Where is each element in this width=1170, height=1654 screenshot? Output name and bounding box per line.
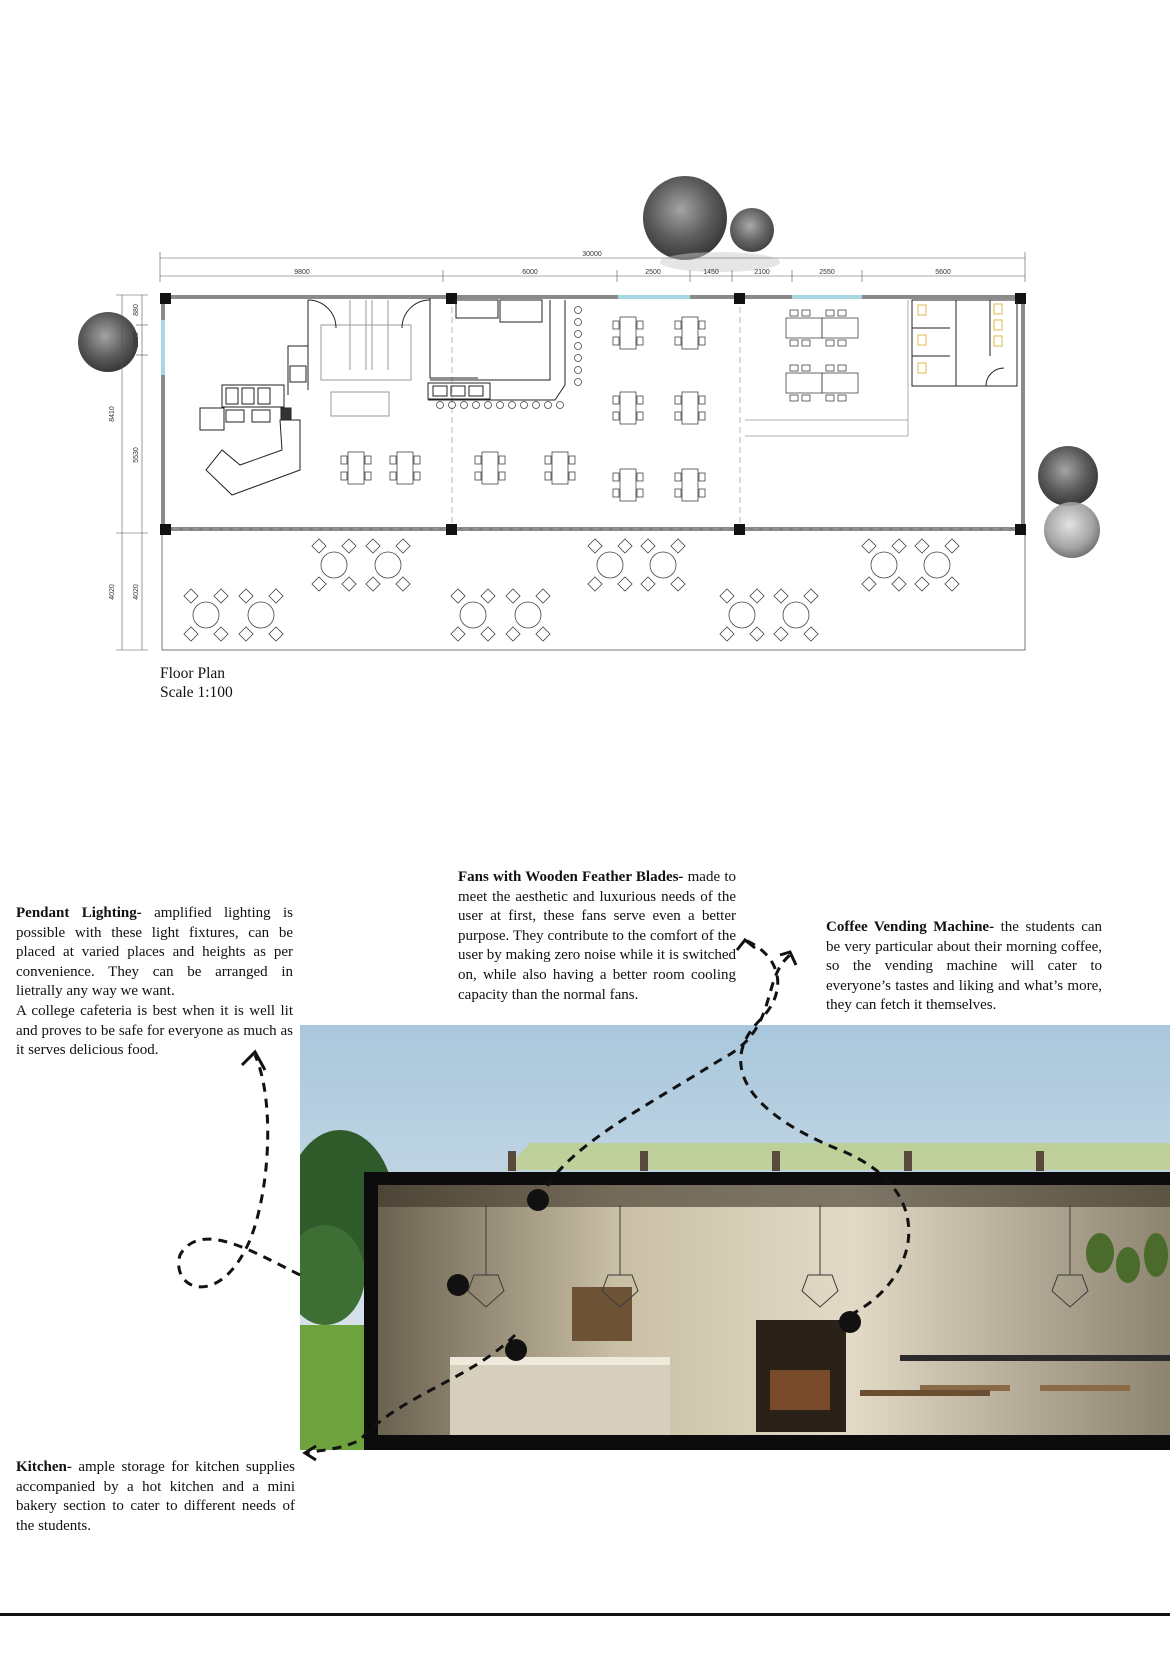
kitchen-layout (200, 298, 565, 495)
dim-seg-4: 1450 (703, 269, 719, 276)
floor-plan-scale: Scale 1:100 (160, 684, 233, 701)
dim-seg-6: 2550 (819, 269, 835, 276)
dim-terrace-1: 4020 (109, 584, 116, 600)
raised-platform (745, 300, 908, 436)
dim-terrace-2: 4020 (133, 584, 140, 600)
dim-overall: 30000 (582, 251, 602, 258)
bottom-rule (0, 1613, 1170, 1616)
indoor-tables (341, 310, 858, 501)
dim-seg-5: 2100 (754, 269, 770, 276)
note-pendant-title: Pendant Lighting- (16, 905, 142, 921)
dim-seg-3: 2500 (645, 269, 661, 276)
tree-top (643, 176, 780, 272)
note-fans (458, 868, 736, 1005)
dim-seg-2: 6000 (522, 269, 538, 276)
note-kitchen-body: ample storage for kitchen supplies accompanied by a hot kitchen and a mini bakery section to cater to different needs of the students. (16, 1459, 295, 1534)
tree-right (1038, 446, 1100, 558)
note-pendant-lighting (16, 904, 293, 1061)
tree-left (78, 312, 138, 372)
note-kitchen-title: Kitchen- (16, 1459, 72, 1475)
dim-vertical-2: 1000 (133, 332, 140, 348)
floor-plan-drawing (0, 0, 1170, 720)
note-fans-body: made to meet the aesthetic and luxurious needs of the user at first, these fans serve even a better purpose. They contribute to the comfort of the user by making zero noise while it is switched on, while also having a better room cooling capacity than the normal fans. (458, 869, 736, 1003)
dim-seg-7: 5600 (935, 269, 951, 276)
dim-vertical-total: 8410 (109, 406, 116, 422)
annotation-markers (447, 1189, 861, 1361)
note-kitchen (16, 1458, 295, 1536)
dim-seg-1: 9800 (294, 269, 310, 276)
floor-plan-title: Floor Plan (160, 665, 226, 682)
toilet-block (912, 300, 1017, 386)
dimension-lines (116, 252, 1025, 650)
terrace-tables (184, 539, 959, 641)
note-coffee-body: the students can be very particular about their morning coffee, so the vending machine will cater to everyone’s tastes and liking and what’s more, they can fetch it themselves. (826, 919, 1103, 1014)
note-coffee-vending (826, 918, 1102, 1016)
dim-vertical-1: 880 (133, 304, 140, 316)
floor-plan-caption (160, 664, 233, 702)
dim-vertical-3: 5530 (133, 447, 140, 463)
note-pendant-body2: A college cafeteria is best when it is well lit and proves to be safe for everyone as much as it serves delicious food. (16, 1002, 293, 1059)
note-fans-title: Fans with Wooden Feather Blades- (458, 869, 684, 885)
note-coffee-title: Coffee Vending Machine- (826, 919, 995, 935)
note-pendant-body: amplified lighting is possible with these light fixtures, can be placed at varied places and heights as per convenience. They can be arranged in lietrally any way we want. (16, 905, 294, 1000)
